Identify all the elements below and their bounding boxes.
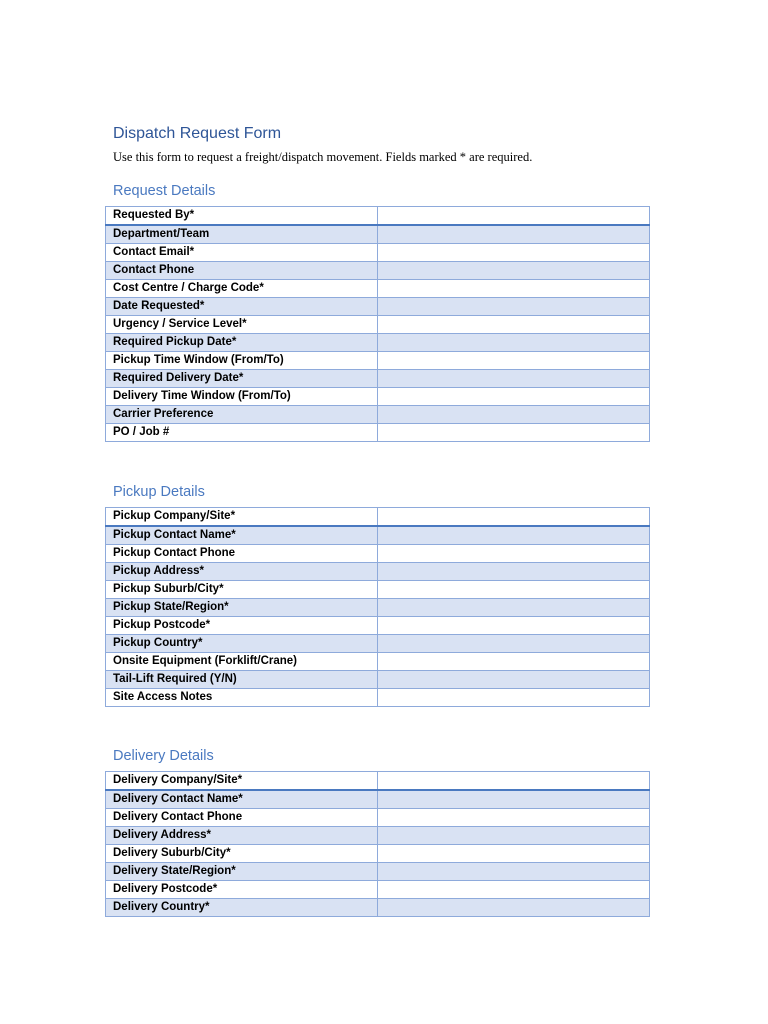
field-label: Cost Centre / Charge Code* xyxy=(106,280,378,298)
table-row xyxy=(106,671,650,689)
field-value-cell[interactable] xyxy=(378,316,650,334)
field-label: Required Pickup Date* xyxy=(106,334,378,352)
field-label: Delivery Address* xyxy=(106,827,378,845)
table-row xyxy=(106,207,650,226)
field-value-cell[interactable] xyxy=(378,280,650,298)
section-pickup-details xyxy=(105,483,649,707)
page-title: Dispatch Request Form xyxy=(113,125,282,142)
table-row xyxy=(106,424,650,442)
field-value-cell[interactable] xyxy=(378,207,650,226)
field-label: Delivery Country* xyxy=(106,899,378,917)
table-row xyxy=(106,280,650,298)
table-row xyxy=(106,617,650,635)
table-row xyxy=(106,262,650,280)
section-heading: Pickup Details xyxy=(113,484,205,500)
field-label: Pickup Time Window (From/To) xyxy=(106,352,378,370)
field-label: Carrier Preference xyxy=(106,406,378,424)
table-row xyxy=(106,772,650,791)
field-value-cell[interactable] xyxy=(378,689,650,707)
table-row xyxy=(106,809,650,827)
field-value-cell[interactable] xyxy=(378,262,650,280)
field-label: Delivery Postcode* xyxy=(106,881,378,899)
field-value-cell[interactable] xyxy=(378,424,650,442)
field-value-cell[interactable] xyxy=(378,225,650,244)
field-value-cell[interactable] xyxy=(378,406,650,424)
field-value-cell[interactable] xyxy=(378,581,650,599)
field-value-cell[interactable] xyxy=(378,772,650,791)
section-delivery-details xyxy=(105,747,649,917)
table-row xyxy=(106,581,650,599)
field-label: Site Access Notes xyxy=(106,689,378,707)
field-label: Delivery Time Window (From/To) xyxy=(106,388,378,406)
field-value-cell[interactable] xyxy=(378,653,650,671)
table-row xyxy=(106,244,650,262)
table-row xyxy=(106,225,650,244)
table-row xyxy=(106,899,650,917)
field-label: Pickup Company/Site* xyxy=(106,508,378,527)
field-value-cell[interactable] xyxy=(378,388,650,406)
field-label: Pickup Country* xyxy=(106,635,378,653)
table-row xyxy=(106,388,650,406)
field-label: Urgency / Service Level* xyxy=(106,316,378,334)
field-label: PO / Job # xyxy=(106,424,378,442)
table-row xyxy=(106,406,650,424)
field-value-cell[interactable] xyxy=(378,352,650,370)
field-label: Date Requested* xyxy=(106,298,378,316)
table-row xyxy=(106,545,650,563)
table-row xyxy=(106,689,650,707)
field-label: Pickup Contact Name* xyxy=(106,526,378,545)
table-row xyxy=(106,316,650,334)
table-row xyxy=(106,790,650,809)
intro-text: Use this form to request a freight/dispatch movement. Fields marked * are required. xyxy=(113,150,533,164)
field-value-cell[interactable] xyxy=(378,809,650,827)
table-row xyxy=(106,508,650,527)
field-label: Contact Phone xyxy=(106,262,378,280)
field-label: Delivery Suburb/City* xyxy=(106,845,378,863)
field-value-cell[interactable] xyxy=(378,671,650,689)
field-value-cell[interactable] xyxy=(378,863,650,881)
table-row xyxy=(106,563,650,581)
field-value-cell[interactable] xyxy=(378,563,650,581)
table-row xyxy=(106,526,650,545)
section-heading: Request Details xyxy=(113,183,216,199)
field-value-cell[interactable] xyxy=(378,599,650,617)
field-label: Onsite Equipment (Forklift/Crane) xyxy=(106,653,378,671)
field-label: Pickup Address* xyxy=(106,563,378,581)
field-label: Pickup Postcode* xyxy=(106,617,378,635)
field-value-cell[interactable] xyxy=(378,899,650,917)
table-row xyxy=(106,881,650,899)
field-value-cell[interactable] xyxy=(378,298,650,316)
table-row xyxy=(106,863,650,881)
field-value-cell[interactable] xyxy=(378,617,650,635)
field-label: Pickup Suburb/City* xyxy=(106,581,378,599)
field-value-cell[interactable] xyxy=(378,827,650,845)
section-request-details xyxy=(105,182,649,442)
table-row xyxy=(106,352,650,370)
field-label: Delivery State/Region* xyxy=(106,863,378,881)
table-row xyxy=(106,370,650,388)
field-value-cell[interactable] xyxy=(378,881,650,899)
field-value-cell[interactable] xyxy=(378,635,650,653)
field-label: Contact Email* xyxy=(106,244,378,262)
table-row xyxy=(106,599,650,617)
field-value-cell[interactable] xyxy=(378,790,650,809)
table-row xyxy=(106,827,650,845)
pickup-details-table xyxy=(105,507,650,707)
request-details-table xyxy=(105,206,650,442)
field-label: Delivery Contact Name* xyxy=(106,790,378,809)
field-label: Delivery Company/Site* xyxy=(106,772,378,791)
field-value-cell[interactable] xyxy=(378,845,650,863)
field-label: Pickup State/Region* xyxy=(106,599,378,617)
table-row xyxy=(106,653,650,671)
field-value-cell[interactable] xyxy=(378,545,650,563)
field-label: Required Delivery Date* xyxy=(106,370,378,388)
field-label: Tail-Lift Required (Y/N) xyxy=(106,671,378,689)
field-label: Requested By* xyxy=(106,207,378,226)
field-value-cell[interactable] xyxy=(378,508,650,527)
field-label: Delivery Contact Phone xyxy=(106,809,378,827)
field-value-cell[interactable] xyxy=(378,370,650,388)
table-row xyxy=(106,298,650,316)
field-value-cell[interactable] xyxy=(378,244,650,262)
section-heading: Delivery Details xyxy=(113,748,214,764)
delivery-details-table xyxy=(105,771,650,917)
field-label: Department/Team xyxy=(106,225,378,244)
table-row xyxy=(106,845,650,863)
field-value-cell[interactable] xyxy=(378,334,650,352)
field-label: Pickup Contact Phone xyxy=(106,545,378,563)
table-row xyxy=(106,334,650,352)
table-row xyxy=(106,635,650,653)
field-value-cell[interactable] xyxy=(378,526,650,545)
